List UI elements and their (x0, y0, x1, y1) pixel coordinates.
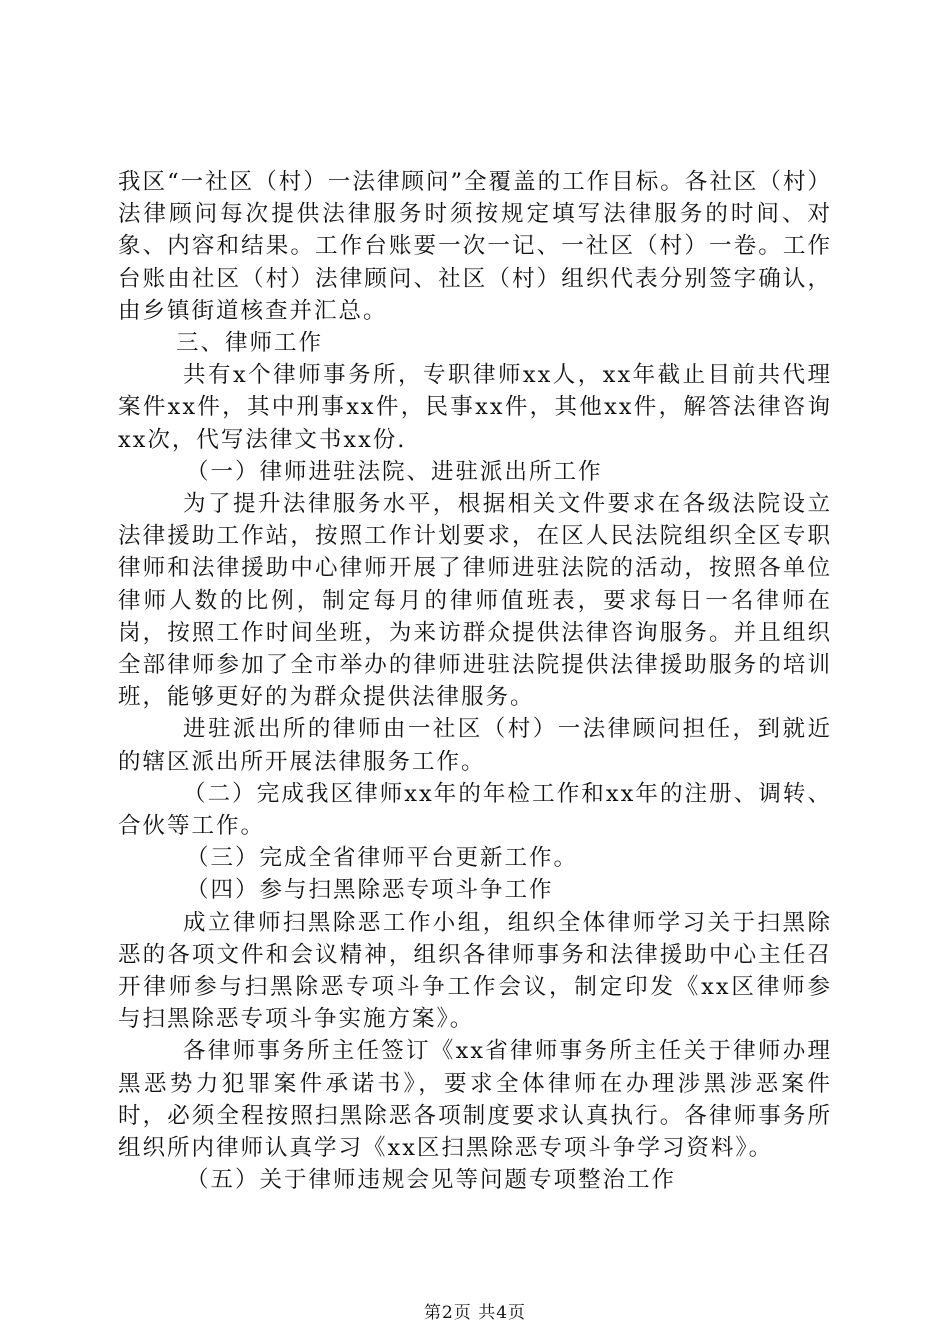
document-body (118, 166, 832, 1197)
subheading-2: （二）完成我区律师xx年的年检工作和xx年的注册、调转、合伙等工作。 (118, 780, 832, 840)
subheading-1: （一）律师进驻法院、进驻派出所工作 (186, 458, 603, 485)
paragraph-1: 我区“一社区（村）一法律顾问”全覆盖的工作目标。各社区（村）法律顾问每次提供法律服务时须按规定填写法律服务的时间、对象、内容和结果。工作台账要一次一记、一社区（村）一卷。工作台账由社区（村）法律顾问、社区（村）组织代表分别签字确认，由乡镇街道核查并汇总。 (118, 169, 832, 324)
paragraph-commitment: 各律师事务所主任签订《xx省律师事务所主任关于律师办理黑恶势力犯罪案件承诺书》，要求全体律师在办理涉黑涉恶案件时，必须全程按照扫黑除恶各项制度要求认真执行。各律师事务所组织所内律师认真学习《xx区扫黑除恶专项斗争学习资料》。 (118, 1038, 832, 1162)
paragraph-crime-group: 成立律师扫黑除恶工作小组，组织全体律师学习关于扫黑除恶的各项文件和会议精神，组织各律师事务和法律援助中心主任召开律师参与扫黑除恶专项斗争工作会议，制定印发《xx区律师参与扫黑除恶专项斗争实施方案》。 (118, 909, 832, 1033)
subheading-3: （三）完成全省律师平台更新工作。 (186, 845, 579, 872)
paragraph-statistics: 共有x个律师事务所，专职律师xx人，xx年截止目前共代理案件xx件，其中刑事xx件，民事xx件，其他xx件，解答法律咨询xx次，代写法律文书xx份. (118, 362, 832, 453)
paragraph-court-station: 为了提升法律服务水平，根据相关文件要求在各级法院设立法律援助工作站，按照工作计划要求，在区人民法院组织全区专职律师和法律援助中心律师开展了律师进驻法院的活动，按照各单位律师人数的比例，制定每月的律师值班表，要求每日一名律师在岗，按照工作时间坐班，为来访群众提供法律咨询服务。并且组织全部律师参加了全市举办的律师进驻法院提供法律援助服务的培训班，能够更好的为群众提供法律服务。 (118, 491, 832, 711)
subheading-5: （五）关于律师违规会见等问题专项整治工作 (186, 1167, 677, 1194)
paragraph-police-station: 进驻派出所的律师由一社区（村）一法律顾问担任，到就近的辖区派出所开展法律服务工作。 (118, 716, 832, 775)
section-heading-lawyer-work: 三、律师工作 (176, 330, 324, 357)
subheading-4: （四）参与扫黑除恶专项斗争工作 (186, 877, 554, 904)
page-footer: 第2页 共4页 (423, 1303, 527, 1323)
